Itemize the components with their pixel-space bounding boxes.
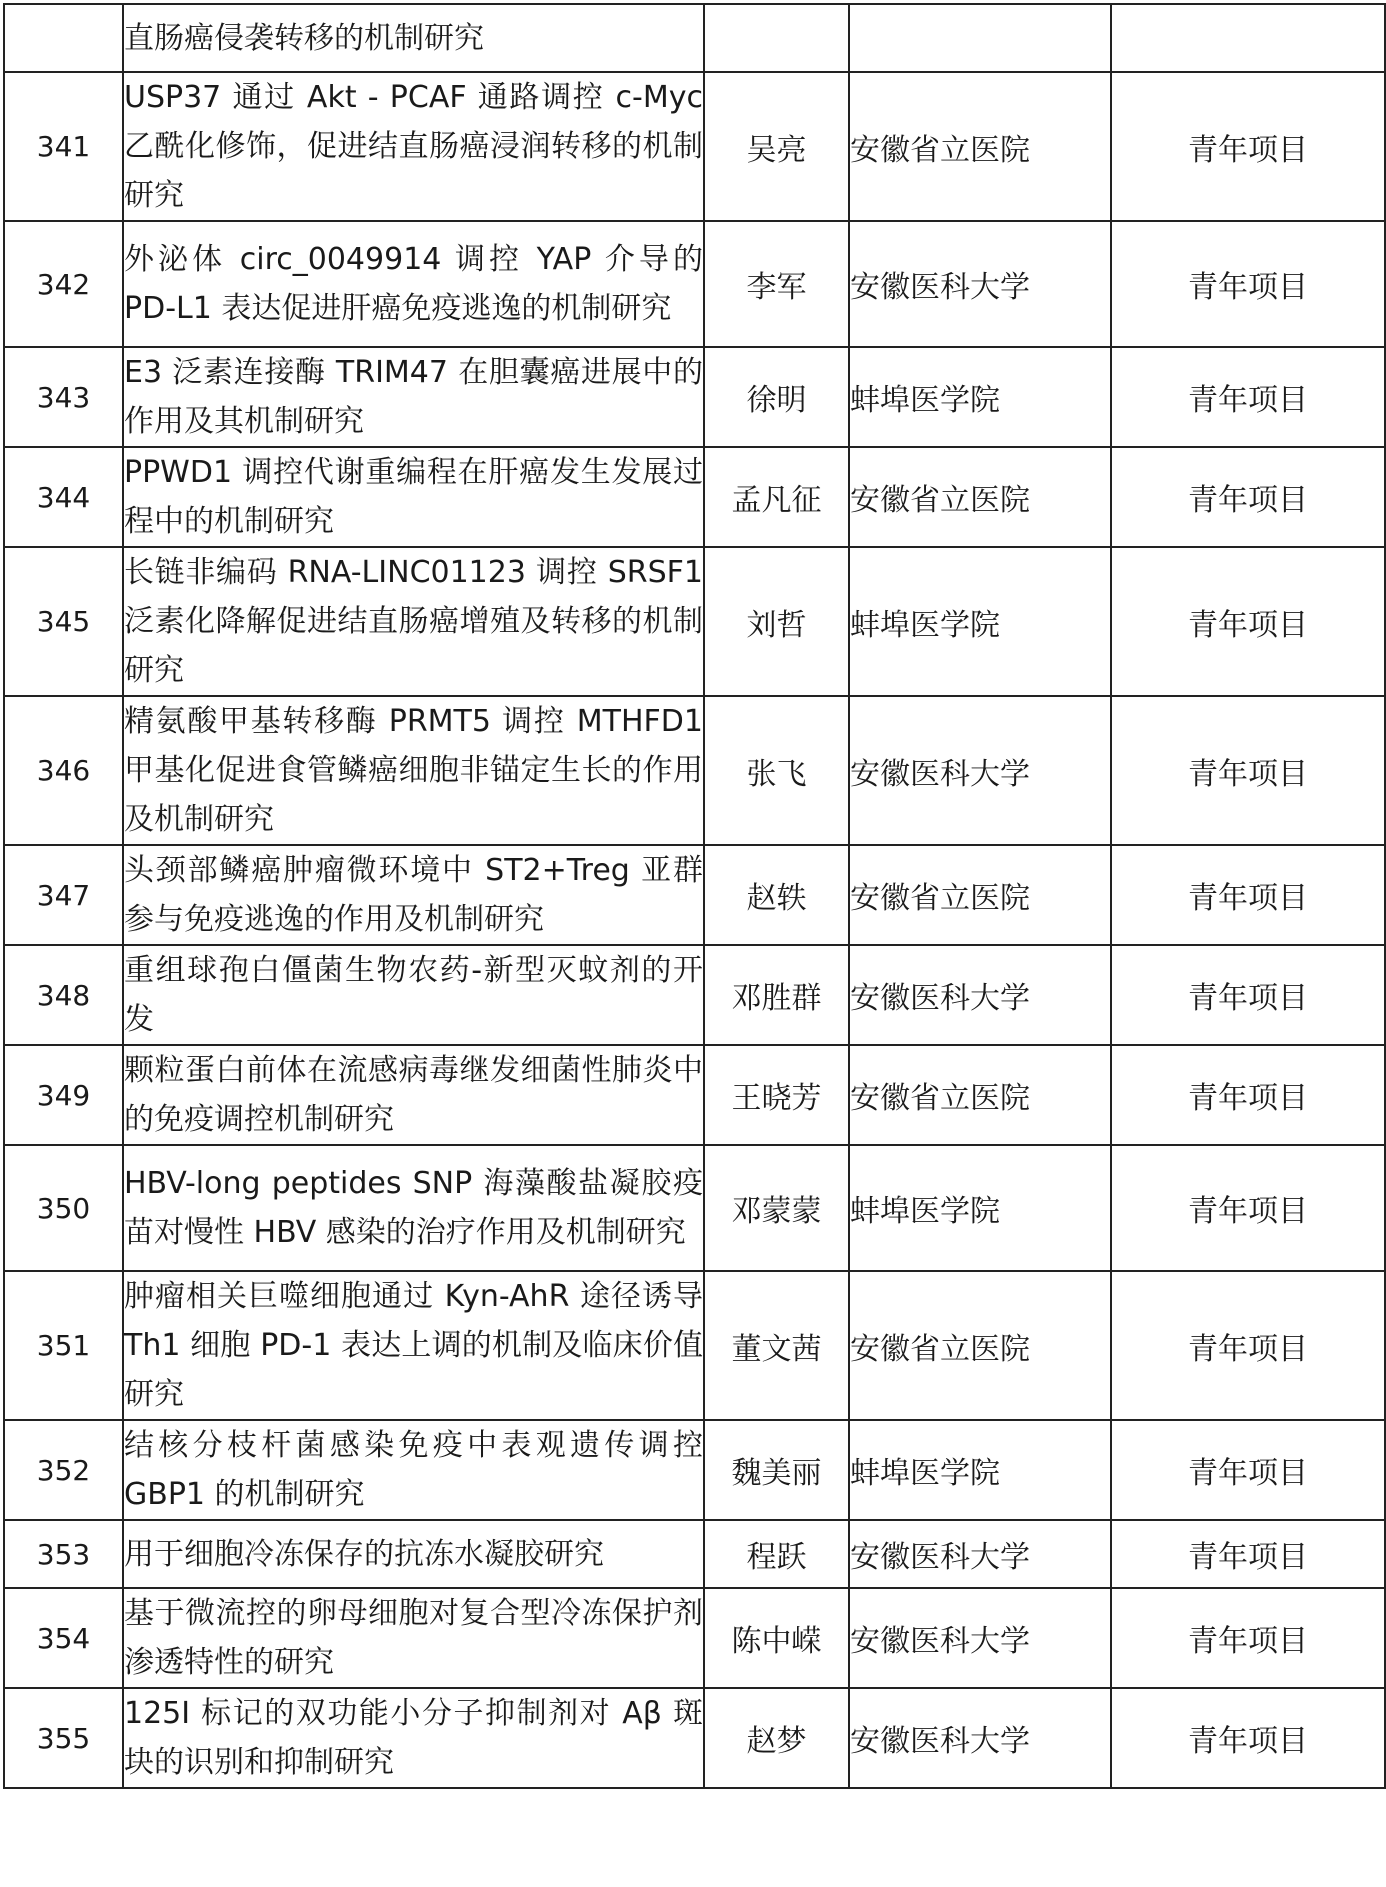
institution: 蚌埠医学院 (849, 1145, 1111, 1271)
project-type: 青年项目 (1111, 1145, 1385, 1271)
table-row (4, 1145, 1385, 1271)
institution: 安徽医科大学 (849, 696, 1111, 845)
applicant-name: 李军 (704, 221, 849, 347)
institution: 安徽医科大学 (849, 221, 1111, 347)
project-title: 头颈部鳞癌肿瘤微环境中 ST2+Treg 亚群参与免疫逃逸的作用及机制研究 (123, 845, 704, 945)
table-row (4, 347, 1385, 447)
project-type: 青年项目 (1111, 447, 1385, 547)
applicant-name (704, 4, 849, 72)
project-title: E3 泛素连接酶 TRIM47 在胆囊癌进展中的作用及其机制研究 (123, 347, 704, 447)
table-row (4, 945, 1385, 1045)
project-type: 青年项目 (1111, 547, 1385, 696)
project-title: PPWD1 调控代谢重编程在肝癌发生发展过程中的机制研究 (123, 447, 704, 547)
project-title: 用于细胞冷冻保存的抗冻水凝胶研究 (123, 1520, 704, 1588)
project-title: 基于微流控的卵母细胞对复合型冷冻保护剂渗透特性的研究 (123, 1588, 704, 1688)
project-title: 重组球孢白僵菌生物农药-新型灭蚊剂的开发 (123, 945, 704, 1045)
applicant-name: 徐明 (704, 347, 849, 447)
institution: 蚌埠医学院 (849, 347, 1111, 447)
project-type: 青年项目 (1111, 1420, 1385, 1520)
project-type: 青年项目 (1111, 845, 1385, 945)
row-number: 341 (4, 72, 123, 221)
table-row (4, 221, 1385, 347)
applicant-name: 张飞 (704, 696, 849, 845)
row-number: 347 (4, 845, 123, 945)
project-type: 青年项目 (1111, 1588, 1385, 1688)
row-number: 354 (4, 1588, 123, 1688)
row-number: 346 (4, 696, 123, 845)
project-type: 青年项目 (1111, 945, 1385, 1045)
table-row (4, 1688, 1385, 1788)
institution: 安徽医科大学 (849, 1688, 1111, 1788)
institution: 安徽省立医院 (849, 447, 1111, 547)
project-type: 青年项目 (1111, 1520, 1385, 1588)
table-row (4, 4, 1385, 72)
project-type: 青年项目 (1111, 1045, 1385, 1145)
applicant-name: 王晓芳 (704, 1045, 849, 1145)
applicant-name: 魏美丽 (704, 1420, 849, 1520)
applicant-name: 孟凡征 (704, 447, 849, 547)
table-row (4, 845, 1385, 945)
table-row (4, 1588, 1385, 1688)
row-number: 351 (4, 1271, 123, 1420)
project-type (1111, 4, 1385, 72)
applicant-name: 赵梦 (704, 1688, 849, 1788)
row-number: 342 (4, 221, 123, 347)
table-row (4, 696, 1385, 845)
applicant-name: 邓蒙蒙 (704, 1145, 849, 1271)
project-type: 青年项目 (1111, 1688, 1385, 1788)
row-number: 352 (4, 1420, 123, 1520)
project-type: 青年项目 (1111, 221, 1385, 347)
institution: 蚌埠医学院 (849, 547, 1111, 696)
project-table-body (4, 4, 1385, 1788)
project-type: 青年项目 (1111, 696, 1385, 845)
project-title: 精氨酸甲基转移酶 PRMT5 调控 MTHFD1 甲基化促进食管鳞癌细胞非锚定生长的作用及机制研究 (123, 696, 704, 845)
row-number: 344 (4, 447, 123, 547)
institution: 安徽医科大学 (849, 1588, 1111, 1688)
institution: 安徽省立医院 (849, 845, 1111, 945)
institution: 安徽省立医院 (849, 1271, 1111, 1420)
table-row (4, 1045, 1385, 1145)
institution: 蚌埠医学院 (849, 1420, 1111, 1520)
institution: 安徽省立医院 (849, 1045, 1111, 1145)
row-number (4, 4, 123, 72)
table-row (4, 72, 1385, 221)
row-number: 345 (4, 547, 123, 696)
table-row (4, 447, 1385, 547)
applicant-name: 董文茜 (704, 1271, 849, 1420)
project-title: 颗粒蛋白前体在流感病毒继发细菌性肺炎中的免疫调控机制研究 (123, 1045, 704, 1145)
applicant-name: 刘哲 (704, 547, 849, 696)
project-title: 直肠癌侵袭转移的机制研究 (123, 4, 704, 72)
project-title: 长链非编码 RNA-LINC01123 调控 SRSF1 泛素化降解促进结直肠癌增殖及转移的机制研究 (123, 547, 704, 696)
row-number: 349 (4, 1045, 123, 1145)
table-row (4, 1420, 1385, 1520)
table-row (4, 1520, 1385, 1588)
project-title: 125I 标记的双功能小分子抑制剂对 Aβ 斑块的识别和抑制研究 (123, 1688, 704, 1788)
applicant-name: 吴亮 (704, 72, 849, 221)
applicant-name: 程跃 (704, 1520, 849, 1588)
project-title: 外泌体 circ_0049914 调控 YAP 介导的 PD-L1 表达促进肝癌免疫逃逸的机制研究 (123, 221, 704, 347)
institution: 安徽省立医院 (849, 72, 1111, 221)
applicant-name: 邓胜群 (704, 945, 849, 1045)
row-number: 355 (4, 1688, 123, 1788)
project-type: 青年项目 (1111, 347, 1385, 447)
row-number: 350 (4, 1145, 123, 1271)
row-number: 348 (4, 945, 123, 1045)
row-number: 353 (4, 1520, 123, 1588)
applicant-name: 赵轶 (704, 845, 849, 945)
institution: 安徽医科大学 (849, 945, 1111, 1045)
institution (849, 4, 1111, 72)
project-table (3, 3, 1386, 1789)
project-title: 结核分枝杆菌感染免疫中表观遗传调控 GBP1 的机制研究 (123, 1420, 704, 1520)
table-row (4, 547, 1385, 696)
project-title: USP37 通过 Akt - PCAF 通路调控 c-Myc 乙酰化修饰，促进结直肠癌浸润转移的机制研究 (123, 72, 704, 221)
project-type: 青年项目 (1111, 1271, 1385, 1420)
applicant-name: 陈中嵘 (704, 1588, 849, 1688)
project-title: HBV-long peptides SNP 海藻酸盐凝胶疫苗对慢性 HBV 感染的治疗作用及机制研究 (123, 1145, 704, 1271)
project-title: 肿瘤相关巨噬细胞通过 Kyn-AhR 途径诱导 Th1 细胞 PD-1 表达上调的机制及临床价值研究 (123, 1271, 704, 1420)
institution: 安徽医科大学 (849, 1520, 1111, 1588)
table-row (4, 1271, 1385, 1420)
row-number: 343 (4, 347, 123, 447)
project-type: 青年项目 (1111, 72, 1385, 221)
